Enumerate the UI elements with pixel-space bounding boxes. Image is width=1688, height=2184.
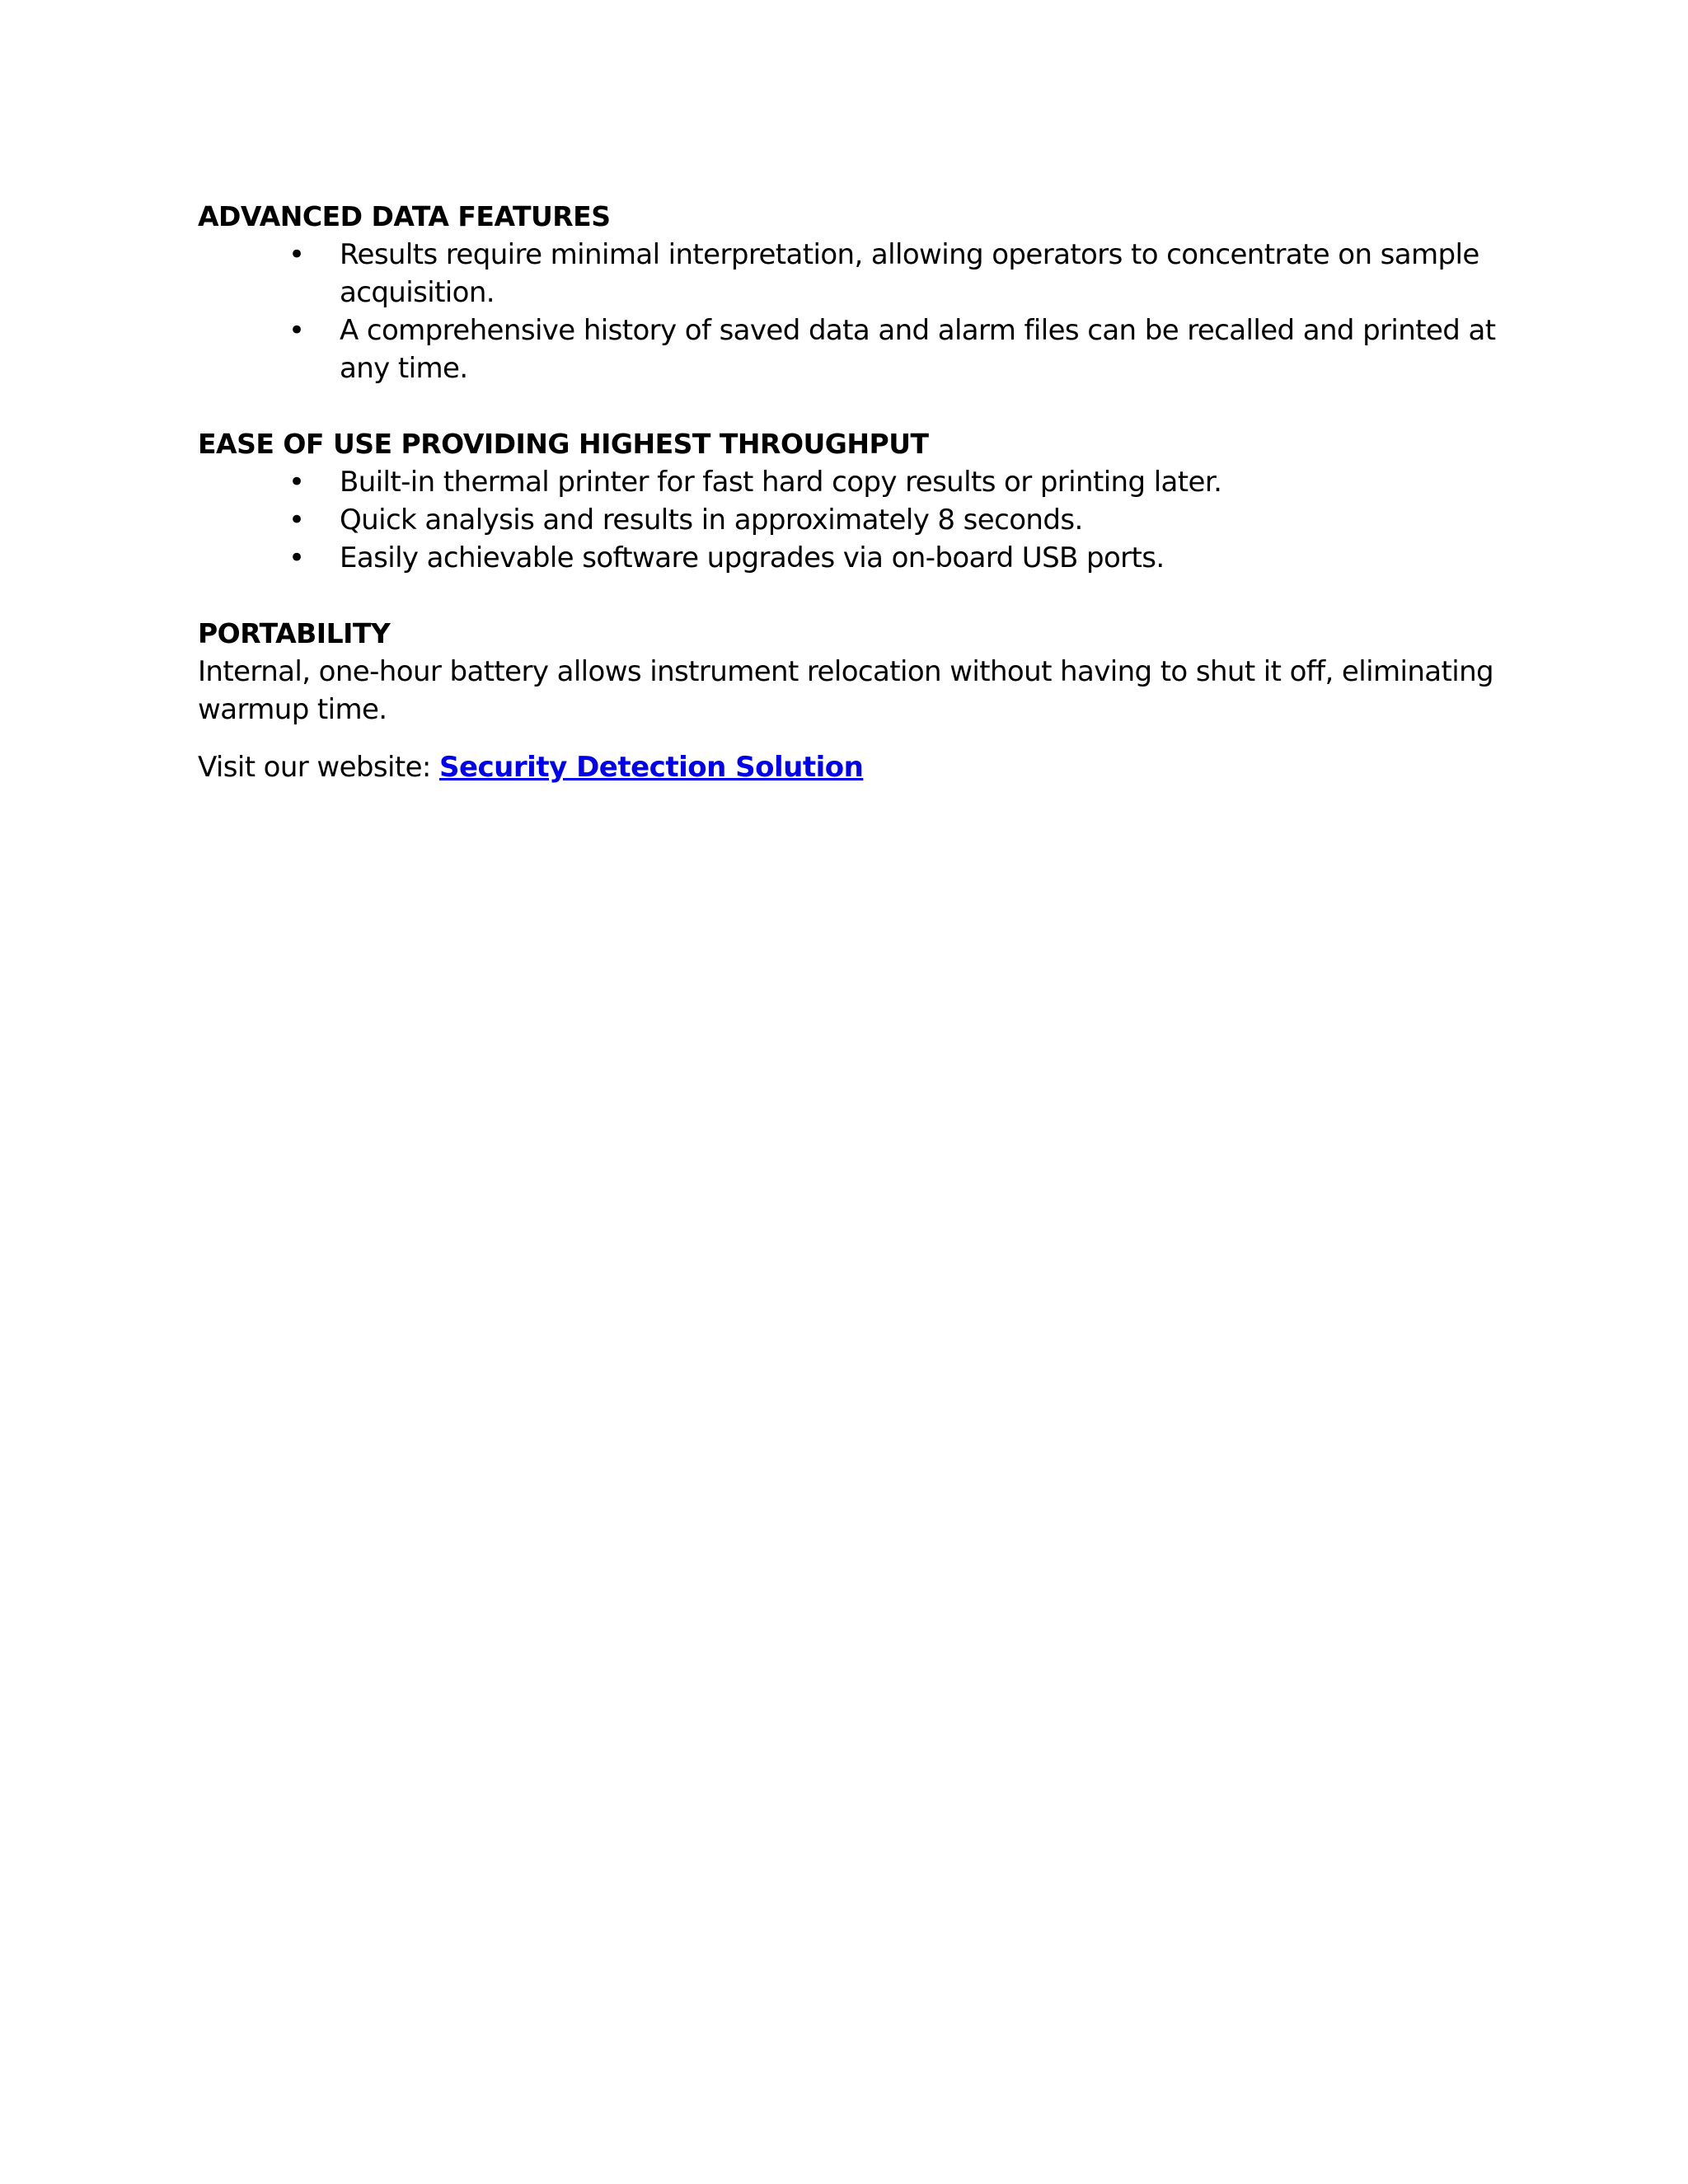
list-item-text: Quick analysis and results in approximately 8 seconds. bbox=[340, 504, 1083, 537]
section-heading-advanced-data-features: ADVANCED DATA FEATURES bbox=[198, 200, 611, 232]
list-item-text: A comprehensive history of saved data and alarm files can be recalled and printed at any time. bbox=[340, 314, 1496, 385]
list-item bbox=[198, 312, 1517, 387]
list-item-text: Results require minimal interpretation, allowing operators to concentrate on sample acquisition. bbox=[340, 238, 1479, 309]
list-item bbox=[198, 539, 1517, 577]
list-item-text: Easily achievable software upgrades via on-board USB ports. bbox=[340, 541, 1165, 574]
section-heading-ease-of-use: EASE OF USE PROVIDING HIGHEST THROUGHPUT bbox=[198, 428, 929, 460]
list-item-text: Built-in thermal printer for fast hard copy results or printing later. bbox=[340, 466, 1222, 499]
bullet-icon: • bbox=[288, 314, 305, 347]
visit-prefix: Visit our website: bbox=[198, 751, 439, 784]
bullet-icon: • bbox=[288, 466, 305, 499]
bullet-icon: • bbox=[288, 504, 305, 537]
visit-website-line bbox=[198, 748, 1517, 786]
list-item bbox=[198, 463, 1517, 501]
bullet-list-advanced-data-features bbox=[198, 236, 1517, 387]
list-item bbox=[198, 236, 1517, 312]
bullet-icon: • bbox=[288, 541, 305, 574]
list-item bbox=[198, 501, 1517, 539]
website-link[interactable]: Security Detection Solution bbox=[438, 751, 864, 784]
bullet-icon: • bbox=[288, 238, 305, 271]
portability-paragraph: Internal, one-hour battery allows instrument relocation without having to shut it off, eliminating warmup time. bbox=[198, 655, 1494, 726]
bullet-list-ease-of-use bbox=[198, 463, 1517, 577]
document-page bbox=[198, 198, 1517, 786]
section-heading-portability: PORTABILITY bbox=[198, 617, 391, 649]
